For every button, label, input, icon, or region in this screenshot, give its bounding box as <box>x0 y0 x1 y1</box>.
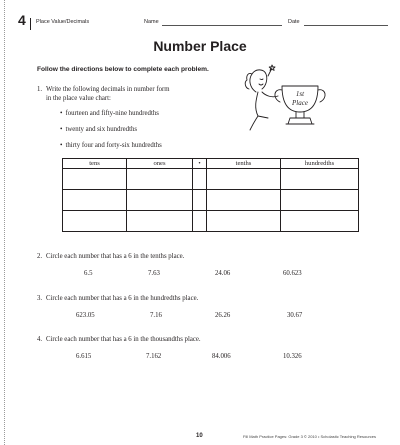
question-number: 3. <box>37 295 43 302</box>
table-cell[interactable] <box>63 211 127 232</box>
column-header-tenths: tenths <box>207 159 281 169</box>
answer-choice[interactable]: 6.615 <box>76 353 92 360</box>
question-1-text-line1: Write the following decimals in number form <box>46 86 170 93</box>
date-label: Date <box>288 19 300 25</box>
bullet-icon: • <box>60 109 63 117</box>
question-2-choices <box>0 270 400 280</box>
answer-choice[interactable]: 30.67 <box>287 312 303 319</box>
question-number: 4. <box>37 336 43 343</box>
header-divider <box>30 18 31 30</box>
table-cell[interactable] <box>207 169 281 190</box>
page-title: Number Place <box>153 38 247 54</box>
question-4-text: Circle each number that has a 6 in the thousandths place. <box>46 336 201 343</box>
answer-choice[interactable]: 60.623 <box>283 270 302 277</box>
trophy-text-line2: Place <box>292 99 308 107</box>
answer-choice[interactable]: 10.326 <box>283 353 302 360</box>
bullet-item <box>60 141 162 149</box>
table-cell[interactable] <box>207 190 281 211</box>
question-2 <box>37 252 184 261</box>
question-4 <box>37 335 201 344</box>
question-2-text: Circle each number that has a 6 in the tenths place. <box>46 253 185 260</box>
answer-choice[interactable]: 26.26 <box>215 312 231 319</box>
bullet-icon: • <box>60 125 63 133</box>
table-cell[interactable] <box>127 211 193 232</box>
question-3 <box>37 294 198 303</box>
bullet-text: fourteen and fifty-nine hundredths <box>65 110 159 117</box>
bullet-item <box>60 109 159 117</box>
question-1-text-line2: in the place value chart: <box>46 95 111 102</box>
footer-credit: Fill Math Practice Pages: Grade 3 © 2010 • Scholastic Teaching Resources <box>243 434 377 439</box>
answer-choice[interactable]: 7.63 <box>148 270 160 277</box>
bullet-icon: • <box>60 141 63 149</box>
answer-choice[interactable]: 7.16 <box>150 312 162 319</box>
page-footer <box>0 434 400 442</box>
table-cell <box>193 211 207 232</box>
question-3-text: Circle each number that has a 6 in the hundredths place. <box>46 295 199 302</box>
trophy-text-line1: 1st <box>295 90 305 98</box>
question-4-choices <box>0 353 400 363</box>
table-cell[interactable] <box>127 169 193 190</box>
table-cell[interactable] <box>281 169 359 190</box>
footer-page-number: 10 <box>196 433 203 439</box>
table-cell[interactable] <box>63 169 127 190</box>
question-number: 2. <box>37 253 43 260</box>
bullet-item <box>60 125 137 133</box>
bullet-text: thirty four and forty-six hundredths <box>65 142 162 149</box>
table-cell <box>193 169 207 190</box>
table-cell[interactable] <box>127 190 193 211</box>
answer-choice[interactable]: 7.162 <box>146 353 162 360</box>
table-cell <box>193 190 207 211</box>
question-number: 1. <box>37 86 43 93</box>
table-cell[interactable] <box>207 211 281 232</box>
column-header-decimal-point: • <box>193 159 207 169</box>
question-3-choices <box>0 312 400 322</box>
name-label: Name <box>144 19 159 25</box>
answer-choice[interactable]: 623.05 <box>76 312 95 319</box>
bullet-text: twenty and six hundredths <box>65 126 137 133</box>
page-header <box>18 12 388 30</box>
answer-choice[interactable]: 24.06 <box>215 270 231 277</box>
trophy-girl-illustration <box>238 62 336 132</box>
column-header-hundredths: hundredths <box>281 159 359 169</box>
cut-line <box>4 0 5 445</box>
table-cell[interactable] <box>63 190 127 211</box>
table-row <box>63 211 359 232</box>
name-field[interactable] <box>162 25 282 26</box>
question-1-line2 <box>46 94 111 103</box>
table-cell[interactable] <box>281 211 359 232</box>
table-row <box>63 190 359 211</box>
question-1 <box>37 85 170 94</box>
table-cell[interactable] <box>281 190 359 211</box>
place-value-chart <box>62 158 359 232</box>
directions: Follow the directions below to complete each problem. <box>37 66 209 73</box>
date-field[interactable] <box>304 25 388 26</box>
column-header-ones: ones <box>127 159 193 169</box>
column-header-tens: tens <box>63 159 127 169</box>
header-page-number: 4 <box>18 12 26 28</box>
answer-choice[interactable]: 6.5 <box>84 270 93 277</box>
header-topic: Place Value/Decimals <box>36 19 90 25</box>
answer-choice[interactable]: 84.006 <box>212 353 231 360</box>
table-row <box>63 169 359 190</box>
